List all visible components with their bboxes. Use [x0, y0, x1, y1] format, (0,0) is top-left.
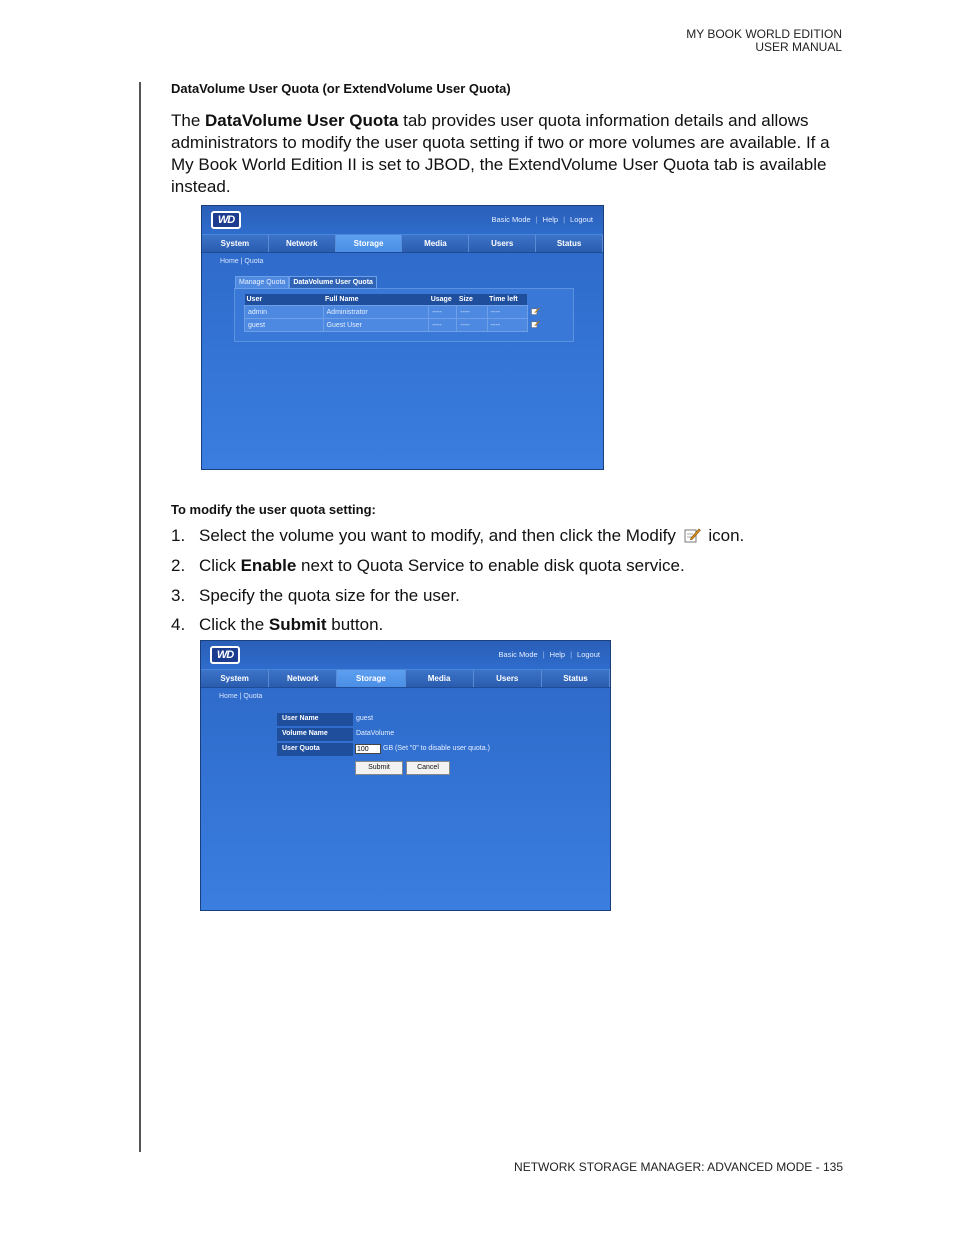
step-text: Select the volume you want to modify, and then click the Modify — [199, 526, 681, 545]
quota-table — [244, 294, 544, 332]
step-text-end: next to Quota Service to enable disk quota service. — [296, 556, 685, 575]
user-quota-hint: GB (Set "0" to disable user quota.) — [383, 745, 490, 752]
breadcrumb: Home | Quota — [220, 258, 264, 265]
screenshot-quota-form — [200, 640, 611, 911]
intro-bold: DataVolume User Quota — [205, 111, 399, 130]
table-row[interactable] — [245, 306, 544, 319]
step-number: 4. — [171, 615, 186, 634]
col-user: User — [245, 294, 324, 306]
nav-storage[interactable]: Storage — [336, 235, 403, 252]
procedure-heading: To modify the user quota setting: — [171, 502, 376, 517]
step-number: 2. — [171, 556, 186, 575]
user-name-row — [277, 713, 376, 726]
wd-logo: WD — [210, 646, 240, 664]
modify-icon — [684, 527, 701, 543]
user-quota-label: User Quota — [277, 743, 353, 756]
cell-full-name: Guest User — [323, 319, 429, 332]
nav-status[interactable]: Status — [542, 670, 610, 687]
col-size: Size — [457, 294, 487, 306]
step-bold: Submit — [268, 615, 327, 634]
basic-mode-link[interactable]: Basic Mode — [498, 650, 538, 659]
section-title: DataVolume User Quota (or ExtendVolume User Quota) — [171, 81, 511, 96]
top-links: Basic Mode | Help | Logout — [498, 650, 600, 659]
nav-system[interactable]: System — [202, 235, 269, 252]
nav-users[interactable]: Users — [474, 670, 542, 687]
user-name-value: guest — [356, 715, 374, 722]
page-footer: NETWORK STORAGE MANAGER: ADVANCED MODE - 135 — [514, 1160, 843, 1174]
help-link[interactable]: Help — [542, 215, 559, 224]
left-margin-rule — [139, 82, 141, 1152]
cell-time-left: ---- — [487, 306, 527, 319]
step-2 — [171, 555, 685, 577]
app-topbar — [201, 641, 610, 670]
cell-time-left: ---- — [487, 319, 527, 332]
help-link[interactable]: Help — [549, 650, 566, 659]
logout-link[interactable]: Logout — [570, 215, 593, 224]
step-text-end: button. — [326, 615, 384, 634]
modify-icon[interactable] — [531, 307, 540, 315]
running-header — [686, 28, 842, 54]
step-4 — [171, 614, 383, 636]
main-nav — [202, 235, 603, 253]
user-quota-row — [277, 743, 493, 756]
app-topbar — [202, 206, 603, 235]
step-text: Specify the quota size for the user. — [199, 586, 460, 605]
nav-status[interactable]: Status — [536, 235, 603, 252]
screenshot-quota-list — [201, 205, 604, 470]
nav-system[interactable]: System — [201, 670, 269, 687]
submit-button[interactable]: Submit — [355, 761, 403, 775]
step-1 — [171, 525, 744, 547]
step-3 — [171, 585, 460, 607]
basic-mode-link[interactable]: Basic Mode — [491, 215, 531, 224]
step-text: Click — [199, 556, 241, 575]
step-number: 1. — [171, 526, 186, 545]
nav-storage[interactable]: Storage — [337, 670, 405, 687]
cell-usage: ---- — [429, 306, 457, 319]
intro-post: tab provides user quota information details and allows administrators to modify the user quota setting if two or more volumes are available. If a My Book World Edition II is set to JBOD, the ExtendVolume User Quota tab is available instead. — [171, 111, 830, 196]
cell-size: ---- — [457, 319, 487, 332]
step-bold: Enable — [240, 556, 297, 575]
header-line2: USER MANUAL — [755, 40, 842, 54]
nav-media[interactable]: Media — [406, 670, 474, 687]
step-number: 3. — [171, 586, 186, 605]
nav-network[interactable]: Network — [269, 235, 336, 252]
main-nav — [201, 670, 610, 688]
cell-usage: ---- — [429, 319, 457, 332]
volume-name-row — [277, 728, 397, 741]
modify-icon[interactable] — [531, 320, 540, 328]
step-text-end: icon. — [703, 526, 745, 545]
cancel-button[interactable]: Cancel — [406, 761, 450, 775]
volume-name-value: DataVolume — [356, 730, 395, 737]
table-header — [245, 294, 544, 306]
quota-tabs — [235, 276, 377, 289]
header-line1: MY BOOK WORLD EDITION — [686, 27, 842, 41]
nav-network[interactable]: Network — [269, 670, 337, 687]
nav-users[interactable]: Users — [469, 235, 536, 252]
tab-manage-quota[interactable]: Manage Quota — [235, 276, 289, 289]
intro-paragraph — [171, 110, 851, 198]
logout-link[interactable]: Logout — [577, 650, 600, 659]
nav-media[interactable]: Media — [402, 235, 469, 252]
cell-size: ---- — [457, 306, 487, 319]
table-row[interactable] — [245, 319, 544, 332]
wd-logo: WD — [211, 211, 241, 229]
col-time-left: Time left — [487, 294, 527, 306]
col-usage: Usage — [429, 294, 457, 306]
breadcrumb: Home | Quota — [219, 693, 263, 700]
cell-full-name: Administrator — [323, 306, 429, 319]
top-links: Basic Mode | Help | Logout — [491, 215, 593, 224]
col-full-name: Full Name — [323, 294, 429, 306]
volume-name-label: Volume Name — [277, 728, 353, 741]
cell-user: admin — [245, 306, 324, 319]
intro-pre: The — [171, 111, 206, 130]
user-name-label: User Name — [277, 713, 353, 726]
step-text: Click the — [199, 615, 269, 634]
tab-datavolume-user-quota[interactable]: DataVolume User Quota — [289, 276, 377, 289]
user-quota-input[interactable] — [355, 744, 381, 754]
cell-user: guest — [245, 319, 324, 332]
